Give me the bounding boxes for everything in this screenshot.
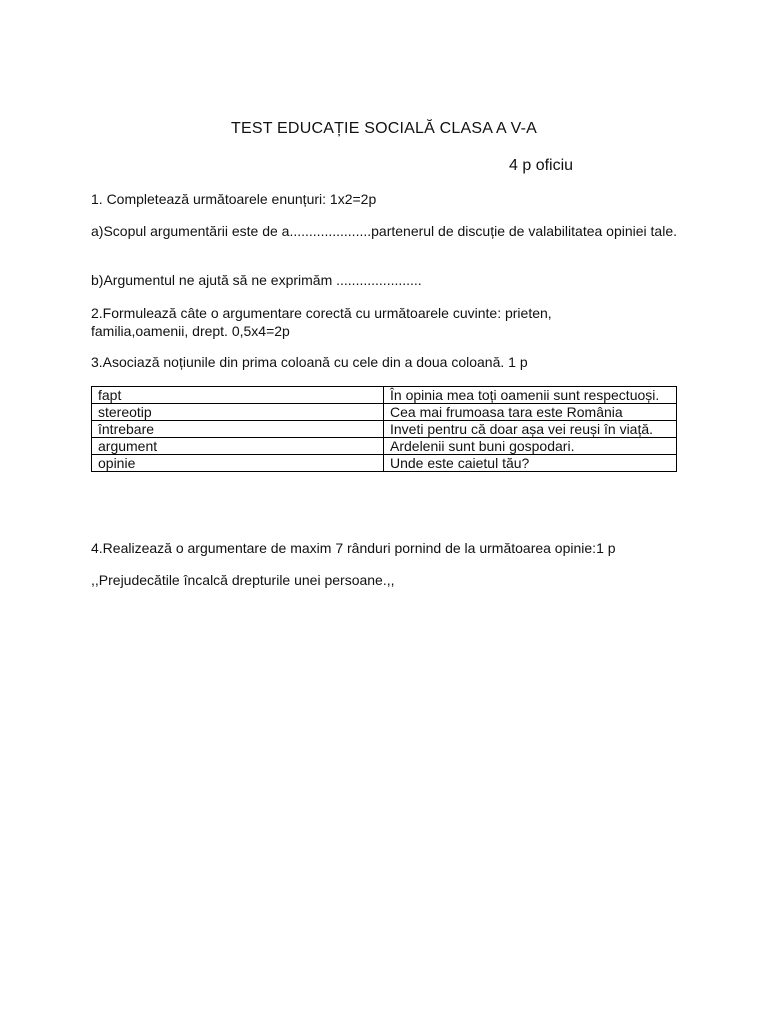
notion-cell: argument (92, 438, 384, 455)
notion-cell: opinie (92, 455, 384, 472)
association-table (91, 386, 677, 472)
statement-cell: Inveti pentru că doar așa vei reuși în viață. (384, 421, 677, 438)
statement-cell: Unde este caietul tău? (384, 455, 677, 472)
statement-cell: Cea mai frumoasa tara este România (384, 404, 677, 421)
table-row (92, 387, 677, 404)
question-4-quote: ,,Prejudecătile încalcă drepturile unei persoane.,, (91, 572, 395, 588)
notion-cell: fapt (92, 387, 384, 404)
table-row (92, 455, 677, 472)
notion-cell: stereotip (92, 404, 384, 421)
question-1a: a)Scopul argumentării este de a.....................partenerul de discuție de valabilitatea opiniei tale. (91, 223, 677, 239)
question-1: 1. Completează următoarele enunțuri: 1x2=2p (91, 191, 377, 207)
oficiu-points: 4 p oficiu (509, 157, 574, 174)
question-2: 2.Formulează câte o argumentare corectă cu următoarele cuvinte: prieten, familia,oamenii, drept. 0,5x4=2p (91, 305, 552, 339)
statement-cell: În opinia mea toți oamenii sunt respectuoși. (384, 387, 677, 404)
table-row (92, 438, 677, 455)
statement-cell: Ardelenii sunt buni gospodari. (384, 438, 677, 455)
notion-cell: întrebare (92, 421, 384, 438)
table-row (92, 404, 677, 421)
question-3: 3.Asociază noțiunile din prima coloană cu cele din a doua coloană. 1 p (91, 354, 528, 370)
question-4: 4.Realizează o argumentare de maxim 7 rânduri pornind de la următoarea opinie:1 p (91, 540, 616, 556)
page-title: TEST EDUCAȚIE SOCIALĂ CLASA A V-A (231, 120, 537, 137)
table-row (92, 421, 677, 438)
question-1b: b)Argumentul ne ajută să ne exprimăm ...................... (91, 272, 422, 288)
